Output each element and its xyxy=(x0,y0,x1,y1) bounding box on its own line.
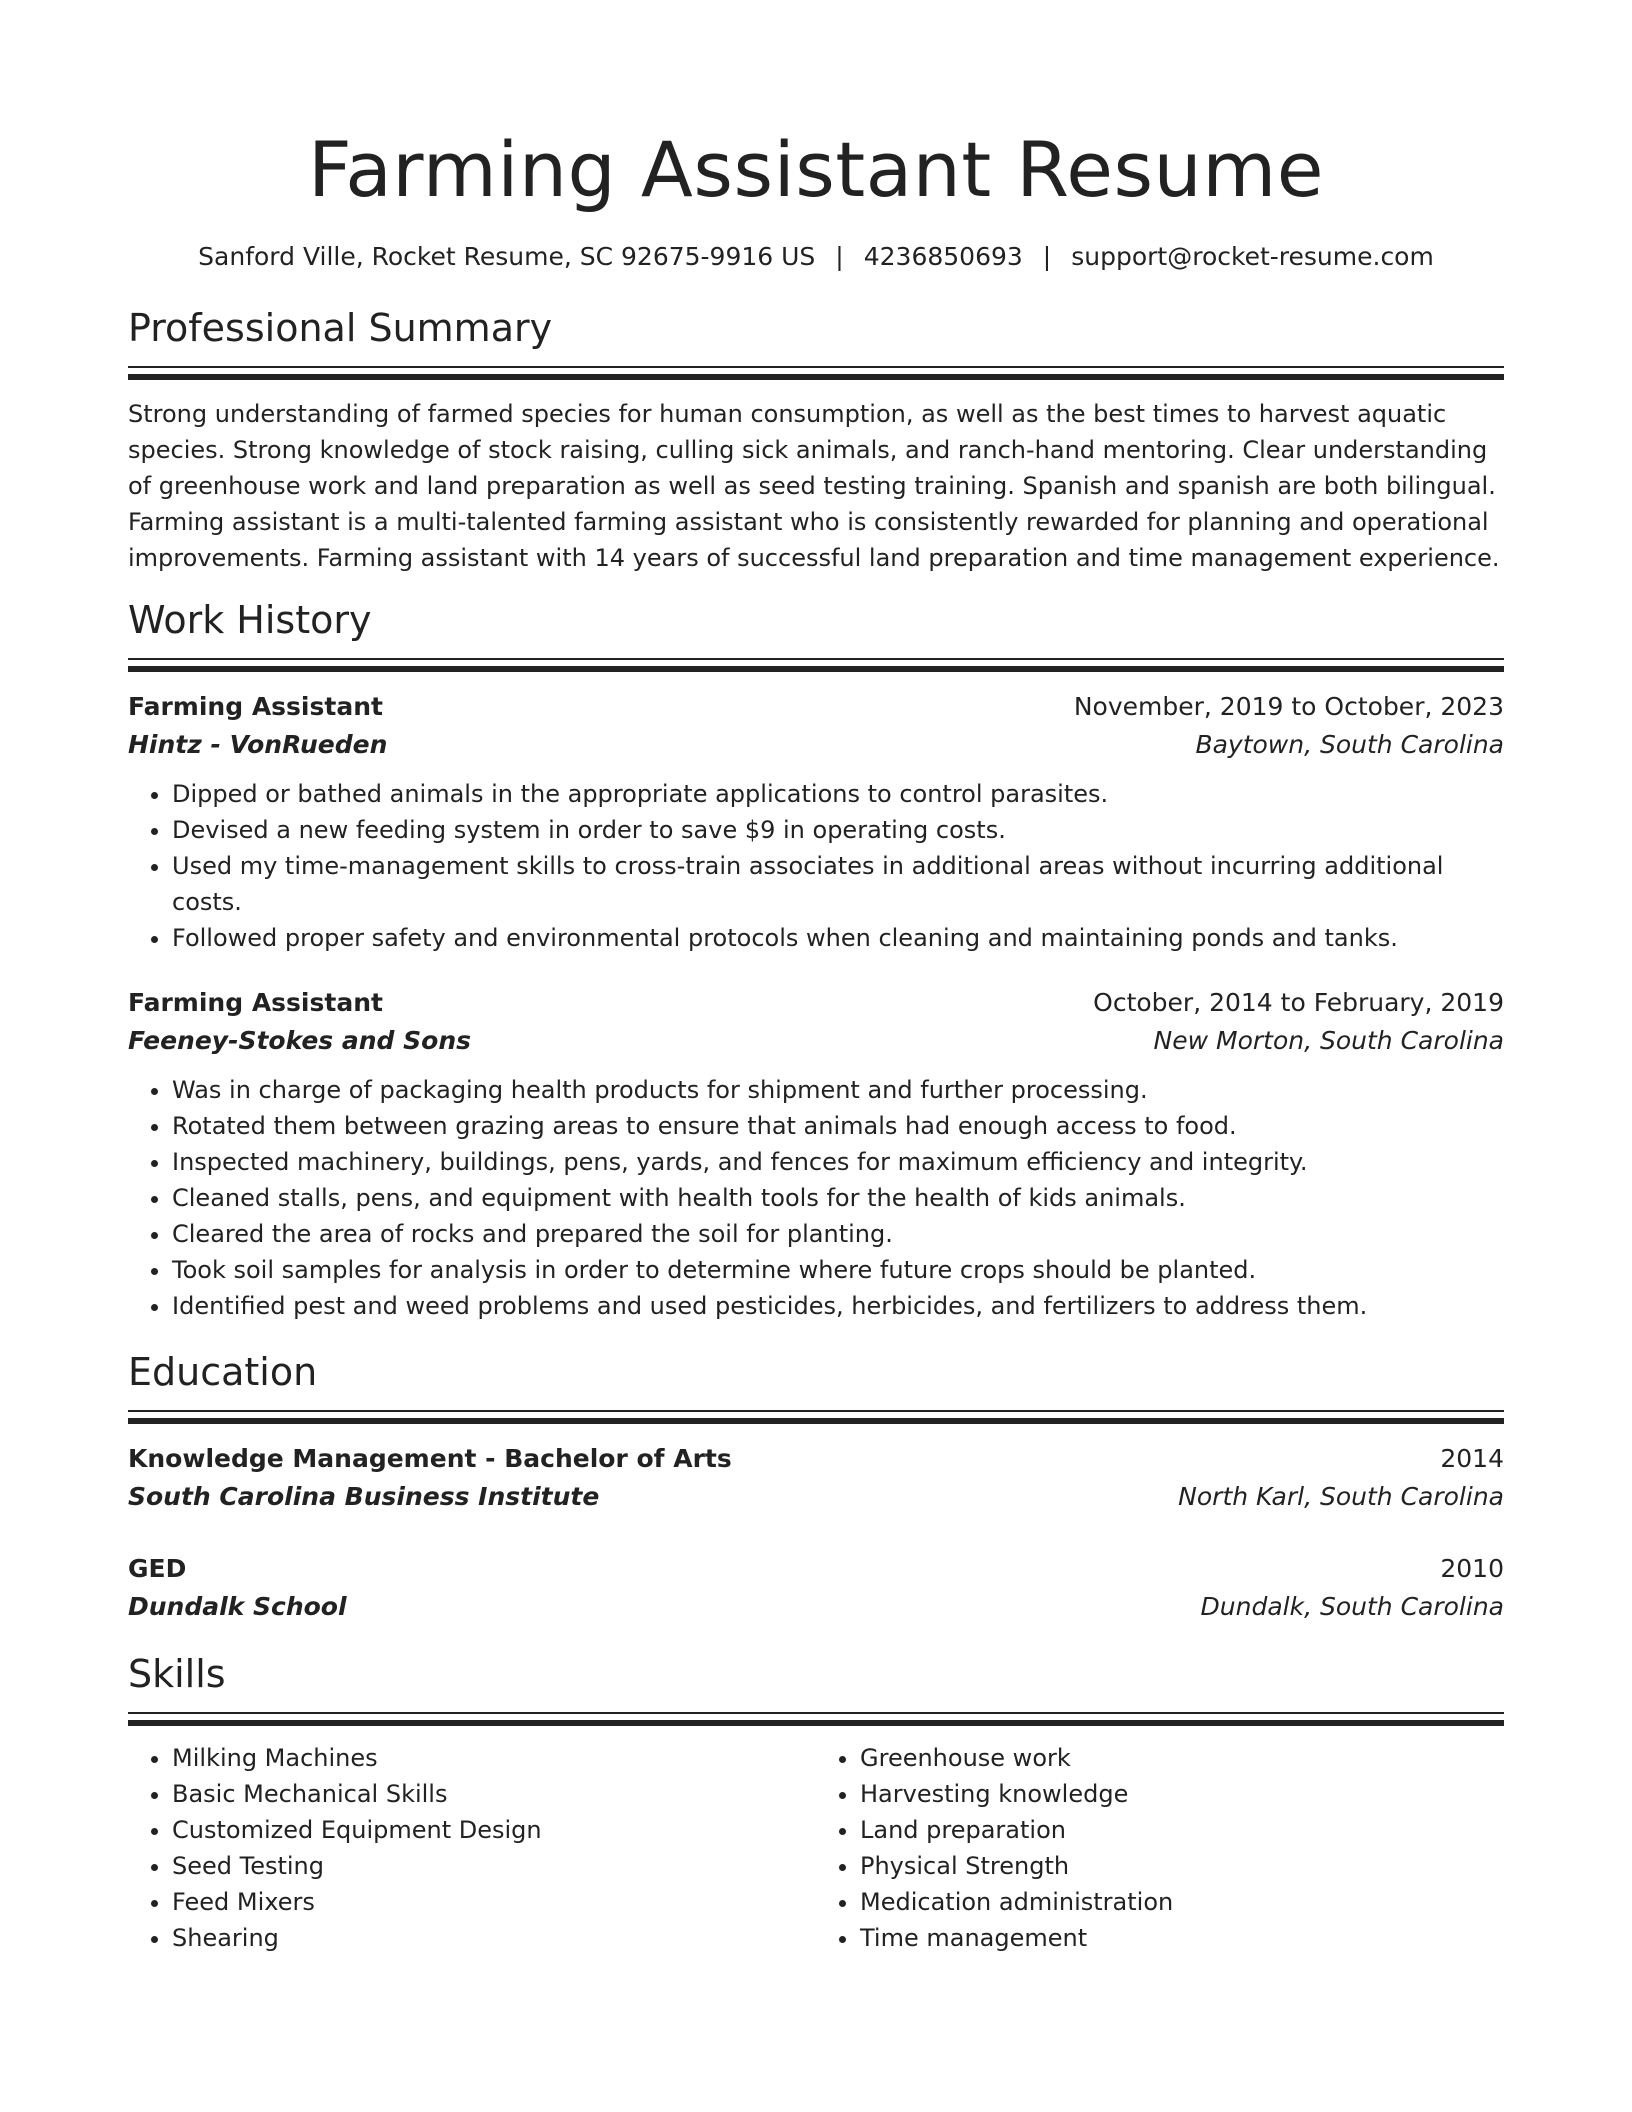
list-item: • Identified pest and weed problems and used pesticides, herbicides, and fertilizers to address them. xyxy=(172,1288,1504,1324)
education-degree: Knowledge Management - Bachelor of Arts xyxy=(128,1444,732,1473)
education-location: Dundalk, South Carolina xyxy=(1200,1592,1504,1621)
contact-address: Sanford Ville, Rocket Resume, SC 92675-9916 US xyxy=(198,242,816,271)
education-subheader xyxy=(128,1478,1504,1516)
summary-section xyxy=(128,304,1504,576)
job-location: Baytown, South Carolina xyxy=(1195,730,1504,759)
job-entry xyxy=(128,984,1504,1324)
job-bullets xyxy=(128,776,1504,956)
list-item: • Followed proper safety and environmental protocols when cleaning and maintaining ponds and tanks. xyxy=(172,920,1504,956)
skill-item: • Greenhouse work xyxy=(860,1740,1504,1776)
list-item: • Took soil samples for analysis in order to determine where future crops should be planted. xyxy=(172,1252,1504,1288)
education-entry xyxy=(128,1440,1504,1516)
job-subheader xyxy=(128,726,1504,764)
education-section xyxy=(128,1348,1504,1626)
job-dates: November, 2019 to October, 2023 xyxy=(1073,692,1504,721)
summary-text: Strong understanding of farmed species for human consumption, as well as the best times to harvest aquatic species. Strong knowledge of stock raising, culling sick animals, and ranch-hand mentoring. Clear understanding of greenhouse work and land preparation as well as seed testing training. Spanish and spanish are both bilingual. Farming assistant is a multi-talented farming assistant who is consistently rewarded for planning and operational improvements. Farming assistant with 14 years of successful land preparation and time management experience. xyxy=(128,400,1500,572)
skills-list-right xyxy=(816,1740,1504,1956)
contact-email: support@rocket-resume.com xyxy=(1071,242,1434,271)
skill-item: • Physical Strength xyxy=(860,1848,1504,1884)
job-dates: October, 2014 to February, 2019 xyxy=(1093,988,1504,1017)
job-company: Hintz - VonRueden xyxy=(128,730,388,759)
skill-item: • Shearing xyxy=(172,1920,816,1956)
education-year: 2010 xyxy=(1440,1554,1504,1583)
list-item: • Devised a new feeding system in order to save $9 in operating costs. xyxy=(172,812,1504,848)
education-header xyxy=(128,1550,1504,1588)
list-item: • Inspected machinery, buildings, pens, yards, and fences for maximum efficiency and integrity. xyxy=(172,1144,1504,1180)
skill-item: • Customized Equipment Design xyxy=(172,1812,816,1848)
education-year: 2014 xyxy=(1440,1444,1504,1473)
list-item: • Dipped or bathed animals in the appropriate applications to control parasites. xyxy=(172,776,1504,812)
job-header xyxy=(128,688,1504,726)
job-title: Farming Assistant xyxy=(128,988,383,1017)
contact-separator: | xyxy=(1042,242,1052,271)
work-history-section xyxy=(128,596,1504,1324)
section-heading-work-history: Work History xyxy=(128,598,372,642)
education-entry xyxy=(128,1550,1504,1626)
section-divider-thick xyxy=(128,374,1504,380)
job-bullets xyxy=(128,1072,1504,1324)
section-divider xyxy=(128,1712,1504,1714)
education-subheader xyxy=(128,1588,1504,1626)
skill-item: • Medication administration xyxy=(860,1884,1504,1920)
list-item: • Rotated them between grazing areas to ensure that animals had enough access to food. xyxy=(172,1108,1504,1144)
contact-separator: | xyxy=(835,242,844,271)
skill-item: • Milking Machines xyxy=(172,1740,816,1776)
skill-item: • Land preparation xyxy=(860,1812,1504,1848)
section-heading-skills: Skills xyxy=(128,1652,226,1696)
resume-page xyxy=(128,0,1504,1956)
skills-list-left xyxy=(128,1740,816,1956)
section-divider-thick xyxy=(128,666,1504,672)
section-divider-thick xyxy=(128,1418,1504,1424)
skill-item: • Feed Mixers xyxy=(172,1884,816,1920)
skill-item: • Seed Testing xyxy=(172,1848,816,1884)
job-subheader xyxy=(128,1022,1504,1060)
skill-item: • Harvesting knowledge xyxy=(860,1776,1504,1812)
contact-line xyxy=(128,240,1504,274)
skill-item: • Basic Mechanical Skills xyxy=(172,1776,816,1812)
education-school: South Carolina Business Institute xyxy=(128,1482,600,1511)
skill-item: • Time management xyxy=(860,1920,1504,1956)
resume-title: Farming Assistant Resume xyxy=(307,125,1325,214)
list-item: • Was in charge of packaging health products for shipment and further processing. xyxy=(172,1072,1504,1108)
list-item: • Cleaned stalls, pens, and equipment with health tools for the health of kids animals. xyxy=(172,1180,1504,1216)
education-school: Dundalk School xyxy=(128,1592,347,1621)
section-heading-education: Education xyxy=(128,1350,318,1394)
list-item: • Used my time-management skills to cross-train associates in additional areas without incurring additional costs. xyxy=(172,848,1504,920)
job-company: Feeney-Stokes and Sons xyxy=(128,1026,472,1055)
list-item: • Cleared the area of rocks and prepared the soil for planting. xyxy=(172,1216,1504,1252)
skills-section xyxy=(128,1650,1504,1956)
education-header xyxy=(128,1440,1504,1478)
job-entry xyxy=(128,688,1504,956)
skills-grid xyxy=(128,1740,1504,1956)
education-location: North Karl, South Carolina xyxy=(1178,1482,1504,1511)
job-location: New Morton, South Carolina xyxy=(1153,1026,1504,1055)
job-title: Farming Assistant xyxy=(128,692,383,721)
section-divider xyxy=(128,658,1504,660)
section-divider xyxy=(128,366,1504,368)
contact-phone: 4236850693 xyxy=(863,242,1023,271)
section-divider-thick xyxy=(128,1720,1504,1726)
education-degree: GED xyxy=(128,1554,187,1583)
section-heading-summary: Professional Summary xyxy=(128,306,553,350)
job-header xyxy=(128,984,1504,1022)
section-divider xyxy=(128,1410,1504,1412)
